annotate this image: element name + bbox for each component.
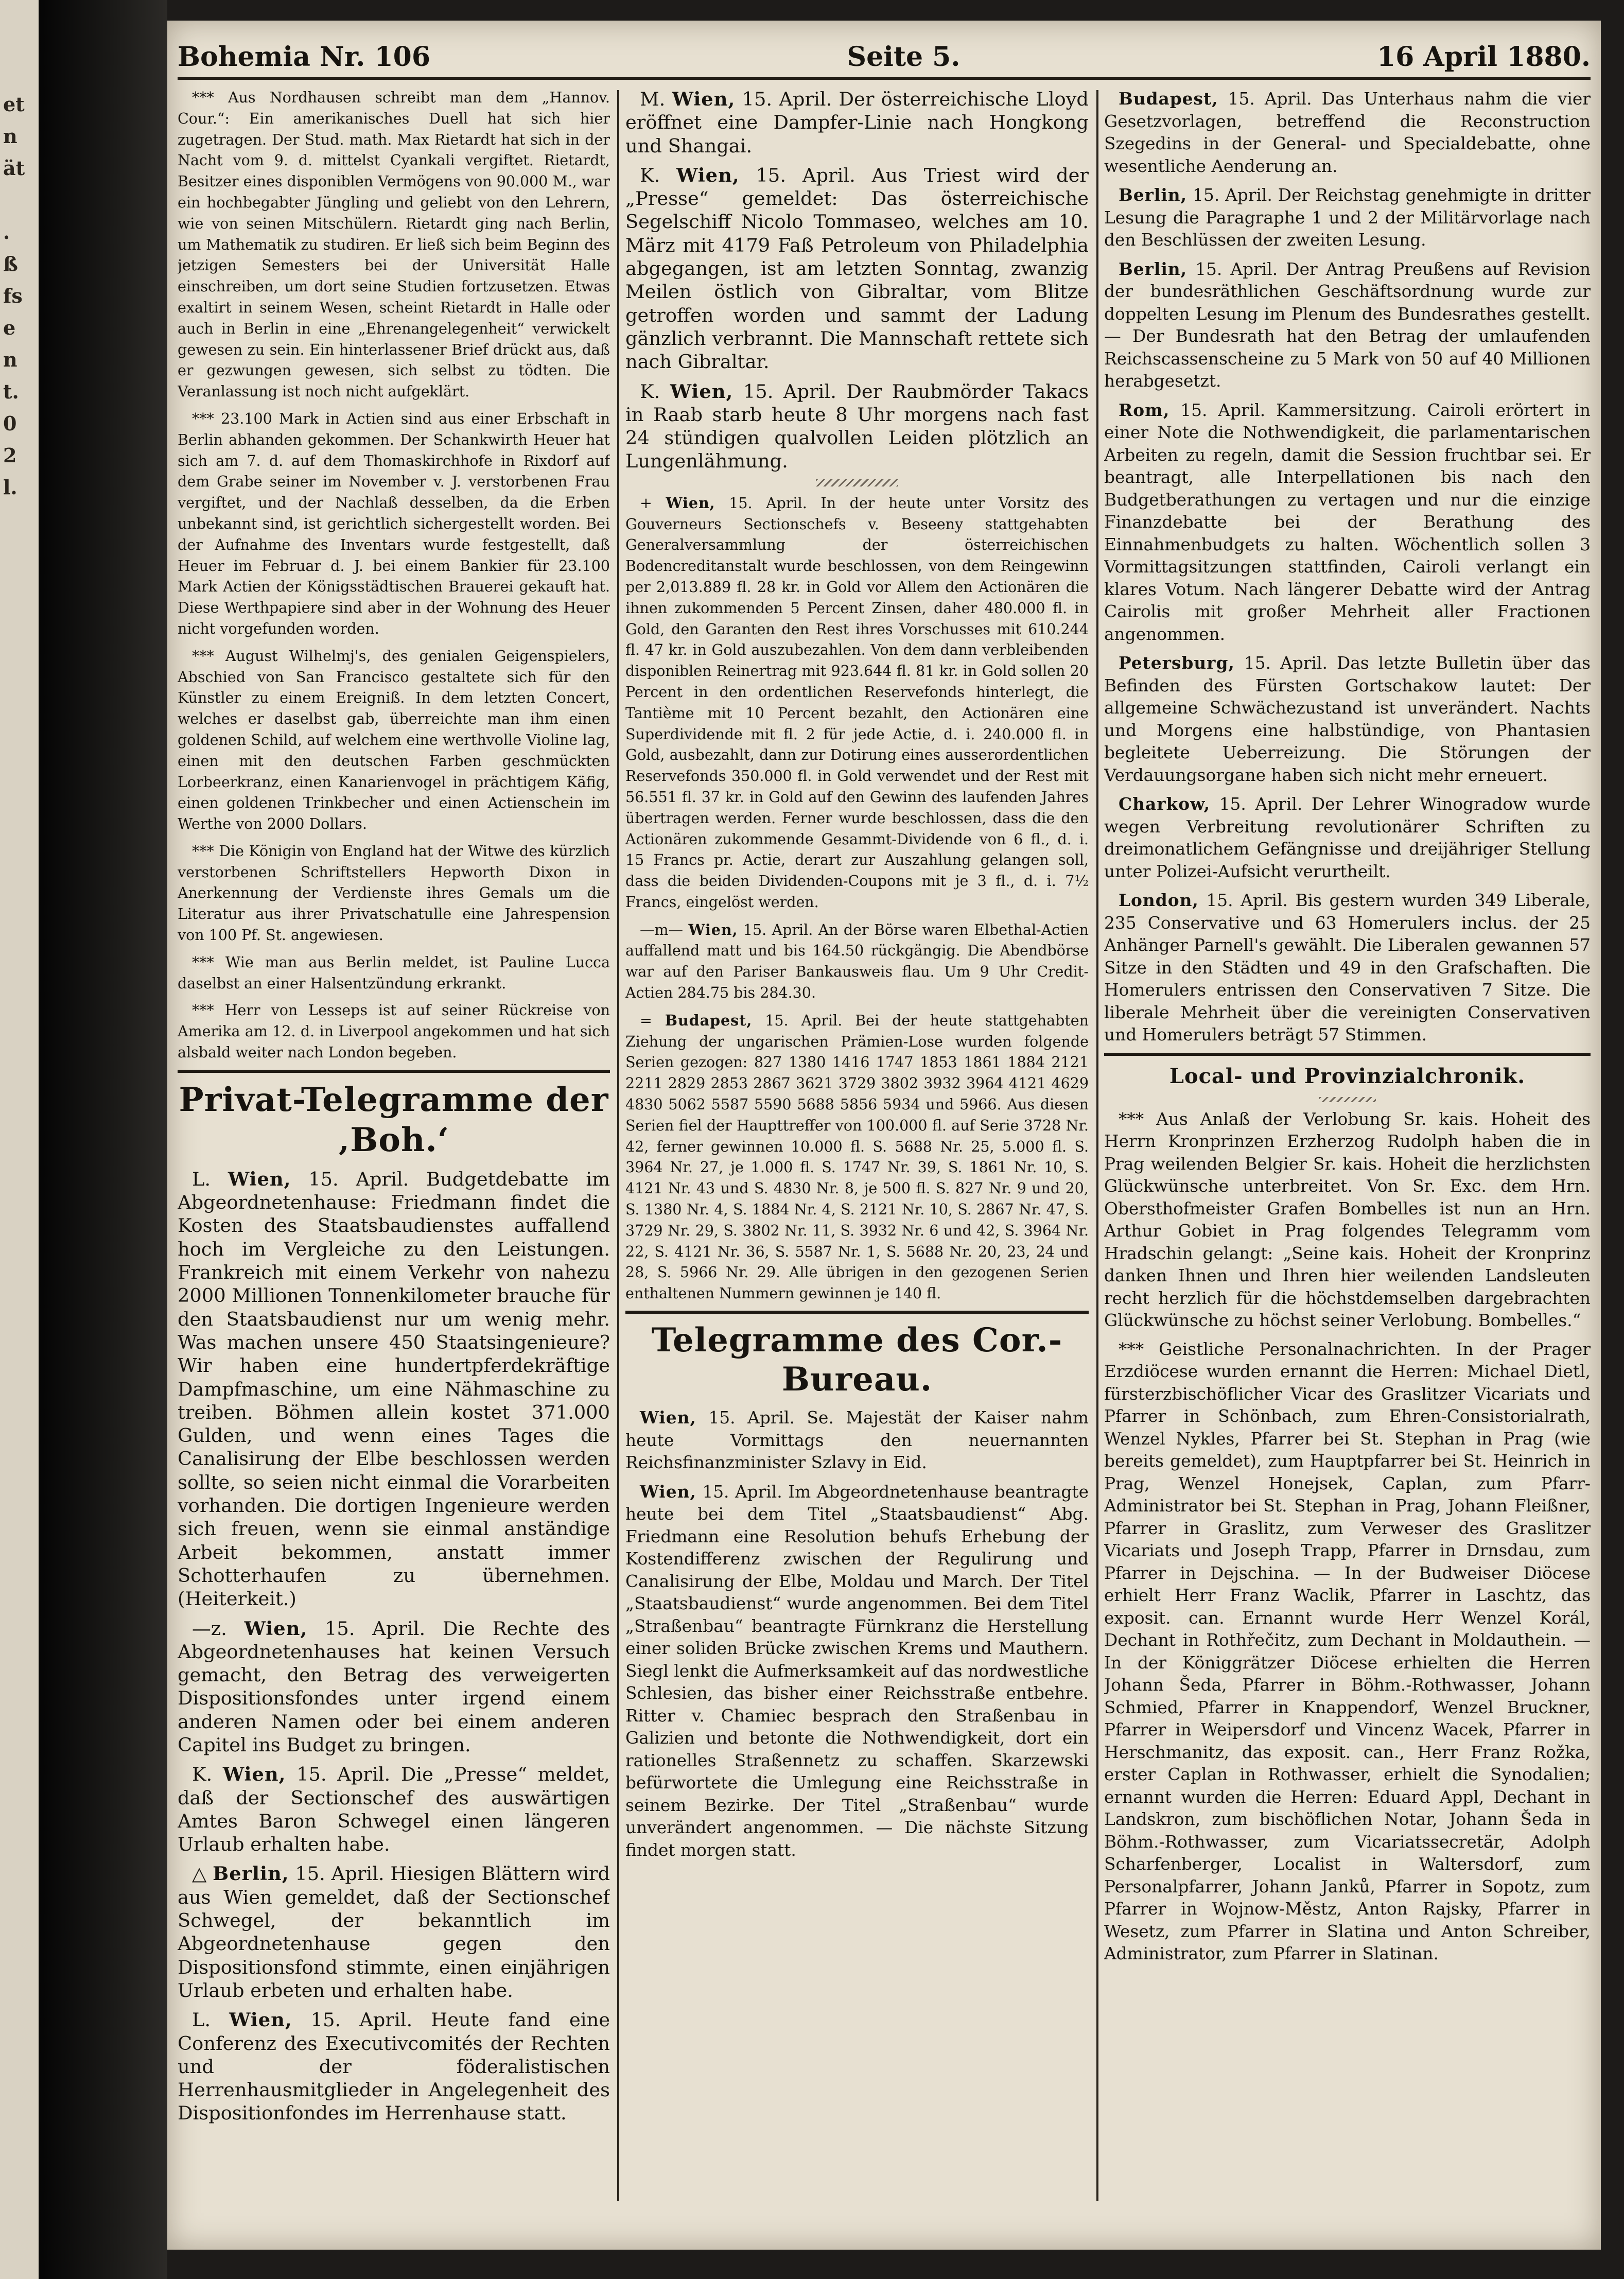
adjacent-page-fragment: . <box>3 220 10 243</box>
adjacent-page-fragment: 0 <box>3 412 17 435</box>
telegram-text: 15. April. Der Lehrer Winogradow wurde wegen Verbreitung revolutionärer Schriften zu dreimonatlichem Gefängnisse und dreijähriger Stellung unter Polizei-Aufsicht verurtheilt. <box>1104 794 1591 881</box>
news-item: *** Wie man aus Berlin meldet, ist Pauline Lucca daselbst an einer Halsentzündung erkrankt. <box>178 953 610 992</box>
telegram-place: Berlin, <box>1119 185 1188 205</box>
corr-text: 15. April. Se. Majestät der Kaiser nahm heute Vormittags den neuernannten Reichsfinanzminister Szlavy in Eid. <box>625 1408 1089 1473</box>
news-item: *** Aus Nordhausen schreibt man dem „Hannov. Cour.“: Ein amerikanisches Duell hat sich hier zugetragen. Der Stud. math. Max Rietardt hat sich in der Nacht vom 9. d. mittelst Cyankali vergiftet. Rietardt, Besitzer eines disponiblen Vermögens von 90.000 M., war ein hochbegabter Jüngling und geliebt von den Lehrern, wie von seinen Mitschülern. Rietardt ging nach Berlin, um Mathematik zu studiren. Er ließ sich beim Beginn des jetzigen Semesters bei der Universität Halle einschreiben, um dort seine Studien fortzusetzen. Etwas exaltirt in seinem Wesen, scheint Rietardt in Halle oder auch in Berlin in eine „Ehrenangelegenheit“ verwickelt gewesen zu sein. Ein hinterlassener Brief drückt aus, daß er gezwungen gewesen, sich selbst zu tödten. Die Veranlassung ist noch nicht aufgeklärt. <box>178 89 610 401</box>
corr-text: 15. April. Im Abgeordnetenhause beantragte heute bei dem Titel „Staatsbaudienst“ Abg. Friedmann eine Resolution behufs Erhebung der Kostendifferenz zwischen der Regulirung und Canalisirung der Elbe, Moldau und March. Der Titel „Staatsbaudienst“ wurde angenommen. Bei dem Titel „Straßenbau“ beantragte Fürnkranz die Herstellung einer soliden Brücke zwischen Krems und Mauthern. Siegl lenkt die Aufmerksamkeit auf das nordwestliche Schlesien, das bisher einer Reichsstraße entbehre. Ritter v. Chamiec besprach den Straßenbau in Galizien und betonte die Nothwendigkeit, dort ein rationelles Straßennetz zu schaffen. Skarzewski befürwortete die Umlegung eine Reichsstraße in seinem Bezirke. Der Titel „Straßenbau“ wurde unverändert angenommen. — Die nächste Sitzung findet morgen statt. <box>625 1482 1089 1860</box>
telegram-place: Wien, <box>229 2008 292 2031</box>
corr-section <box>625 1406 1089 1862</box>
column-rule <box>617 90 619 2201</box>
telegram-item <box>1104 399 1591 646</box>
telegram-prefix: —z. <box>192 1617 227 1640</box>
finance-prefix: —m— <box>640 921 684 938</box>
finance-text: 15. April. In der heute unter Vorsitz des Gouverneurs Sectionschefs v. Beseeny stattgehabten Generalversammlung der österreichischen Bodencreditanstalt wurde beschlossen, von dem Reingewinn per 2,013.889 fl. 28 kr. in Gold vor Allem den Actionären die ihnen zukommenden 5 Percent Zinsen, daher 480.000 fl. in Gold, den Garanten den Rest ihres Vorschusses mit 610.244 fl. 47 kr. in Gold auszubezahlen. Von dem dann verbleibenden disponiblen Reinertrag mit 923.644 fl. 81 kr. in Gold sollen 20 Percent in den ordentlichen Reservefonds hinterlegt, die Tantième mit 10 Percent bezahlt, den Actionären eine Superdividende mit fl. 2 für jede Actie, d. i. 240.000 fl. in Gold, ausbezahlt, dann zur Dotirung eines ausserordentlichen Reservefonds 350.000 fl. in Gold verwendet und der Rest mit 56.551 fl. 37 kr. in Gold auf den Gewinn des laufenden Jahres übertragen werden. Ferner wurde beschlossen, dass die den Actionären zukommende Gesammt-Dividende von 6 fl., d. i. 15 Francs pr. Actie, derart zur Auszahlung gelangen soll, dass die beiden Dividenden-Coupons mit je 3 fl., d. i. 7½ Francs, eingelöst werden. <box>625 494 1089 911</box>
telegram-item <box>178 1862 610 2002</box>
finance-place: Budapest, <box>665 1011 753 1029</box>
finance-place: Wien, <box>666 494 715 512</box>
telegram-section <box>178 1168 610 2125</box>
telegram-text: 15. April. Der Raubmörder Takacs in Raab starb heute 8 Uhr morgens nach fast 24 stündigen qualvollen Leiden plötzlich an Lungenlähmung. <box>625 380 1089 473</box>
telegram-text: 15. April. Aus Triest wird der „Presse“ gemeldet: Das österreichische Segelschiff Nicolo Tommaseo, welches am 10. März mit 4179 Faß Petroleum von Philadelphia abgegangen, ist am letzten Sonntag, zwanzig Meilen östlich von Gibraltar, vom Blitze getroffen worden und sammt der Ladung gänzlich verbrannt. Die Mannschaft rettete sich nach Gibraltar. <box>625 164 1089 373</box>
telegram-section <box>1104 88 1591 1047</box>
telegram-place: Wien, <box>670 379 734 403</box>
telegram-item <box>625 380 1089 473</box>
news-item: *** Herr von Lesseps ist auf seiner Rückreise von Amerika am 12. d. in Liverpool angekommen und hat sich alsbald weiter nach London begeben. <box>178 1002 610 1062</box>
telegram-prefix: △ <box>192 1863 207 1885</box>
telegram-prefix: K. <box>192 1763 213 1786</box>
column-rule <box>1096 90 1098 2201</box>
news-item: *** Die Königin von England hat der Witwe des kürzlich verstorbenen Schriftstellers Hepworth Dixon in Anerkennung der Verdienste ihres Gemals um die Literatur aus ihrer Privatschatulle eine Jahrespension von 100 Pf. St. angewiesen. <box>178 842 610 944</box>
telegram-text: 15. April. Kammersitzung. Cairoli erörtert in einer Note die Nothwendigkeit, die parlamentarischen Arbeiten zu regeln, damit die Session fruchtbar sei. Er beantragt, alle Interpellationen bis nach den Budgetberathungen zu vertagen und nur die einzige Finanzdebatte bei der Berathung des Einnahmenbudgets zu halten. Wöchentlich sollen 3 Vormittagsitzungen stattfinden, Cairoli verlangt ein klares Votum. Nach längerer Debatte wird der Antrag Cairolis mit großer Mehrheit aller Fractionen angenommen. <box>1104 400 1591 644</box>
telegram-text: 15. April. Budgetdebatte im Abgeordnetenhause: Friedmann findet die Kosten des Staatsbaudienstes auffallend hoch im Vergleiche zu den Leistungen. Frankreich mit einem Verkehr von nahezu 2000 Millionen Tonnenkilometer brauche für den Staatsbaudienst nur um wenig mehr. Was machen unsere 450 Staatsingenieure? Wir haben eine hundertpferdekräftige Dampfmaschine, um eine Nähmaschine zu treiben. Böhmen allein kostet 371.000 Gulden, und wenn eines Tages die Canalisirung der Elbe beschlossen werden sollte, so seien nicht einmal die Vorarbeiten vorhanden. Die dortigen Ingenieure werden sich freuen, wenn sie einmal anständige Arbeit bekommen, anstatt immer Schotterhaufen zu übernehmen. (Heiterkeit.) <box>178 1168 610 1610</box>
telegram-item <box>1104 88 1591 178</box>
telegram-text: 15. April. Heute fand eine Conferenz des Executivcomités der Rechten und der föderalistischen Herrenhausmitglieder in Angelegenheit des Dispositionfondes im Herrenhause statt. <box>178 2009 610 2125</box>
column-1 <box>178 88 610 2224</box>
ornament-divider <box>816 479 898 486</box>
finance-place: Wien, <box>688 920 738 938</box>
adjacent-page-fragment: n <box>3 348 18 371</box>
telegram-text: 15. April. Das Unterhaus nahm die vier Gesetzvorlagen, betreffend die Reconstruction Szegedins in der General- und Specialdebatte, ohne wesentliche Aenderung an. <box>1104 89 1591 176</box>
adjacent-page-fragment: l. <box>3 476 18 499</box>
adjacent-page-strip <box>0 0 39 2279</box>
chronik-section <box>1104 1108 1591 1965</box>
section-title-privat-telegramme: Privat-Telegramme der ‚Boh.‘ <box>179 1080 609 1159</box>
telegram-prefix: K. <box>640 380 660 403</box>
telegram-item <box>1104 889 1591 1047</box>
column-2 <box>625 88 1089 2224</box>
section-divider <box>1104 1053 1591 1056</box>
finance-prefix: + <box>640 494 652 512</box>
telegram-place: Berlin, <box>1119 258 1188 279</box>
adjacent-page-fragment: et <box>3 93 25 116</box>
telegram-item <box>178 2008 610 2125</box>
finance-prefix: = <box>640 1012 652 1029</box>
telegram-place: Budapest, <box>1119 89 1218 109</box>
corr-place: Wien, <box>640 1407 696 1428</box>
ornament-divider <box>1319 1097 1376 1102</box>
telegram-item <box>1104 258 1591 393</box>
corr-item <box>625 1481 1089 1862</box>
corr-item <box>625 1406 1089 1474</box>
telegram-place: Petersburg, <box>1119 653 1235 673</box>
header-date: 16 April 1880. <box>1376 41 1591 73</box>
column-3 <box>1104 88 1591 2224</box>
telegram-item <box>625 164 1089 374</box>
adjacent-page-fragment: e <box>3 316 16 339</box>
telegram-text: 15. April. Der Reichstag genehmigte in dritter Lesung die Paragraphe 1 und 2 der Militärvorlage nach den Beschlüssen der zweiten Lesung. <box>1104 185 1591 250</box>
news-item: *** 23.100 Mark in Actien sind aus einer Erbschaft in Berlin abhanden gekommen. Der Schankwirth Heuer hat sich am 7. d. auf dem Thomaskirchhofe in Rixdorf auf dem Grabe seiner im November v. J. verstorbenen Frau vergiftet, und der Nachlaß desselben, da die Erben unbekannt sind, ist gerichtlich sichergestellt worden. Bei der Aufnahme des Inventars wurde festgestellt, daß Heuer im Februar d. J. bei einem Bankier für 23.100 Mark Actien der Königsstädtischen Brauerei gekauft hat. Diese Werthpapiere sind aber in der Wohnung des Heuer nicht vorgefunden worden. <box>178 410 610 637</box>
telegram-text: 15. April. Bis gestern wurden 349 Liberale, 235 Conservative und 63 Homerulers inclus. der 25 Anhänger Parnell's gewählt. Die Liberalen gewannen 57 Sitze in den Städten und 49 in den Grafschaften. Die Homerulers entrissen den Conservativen 7 Sitze. Die liberale Mehrheit über die vereinigten Conservativen und Homerulers beträgt 57 Stimmen. <box>1104 891 1591 1045</box>
telegram-place: Wien, <box>244 1616 308 1640</box>
corr-place: Wien, <box>640 1481 696 1502</box>
finance-section <box>625 493 1089 1304</box>
telegram-item <box>1104 184 1591 252</box>
finance-item <box>625 493 1089 913</box>
telegram-item <box>1104 652 1591 787</box>
telegram-prefix: K. <box>640 164 660 186</box>
adjacent-page-fragment: ät <box>3 156 25 180</box>
telegram-place: Wien, <box>228 1167 291 1190</box>
telegram-place: Wien, <box>672 88 736 110</box>
telegram-item <box>1104 793 1591 883</box>
telegram-item <box>178 1617 610 1757</box>
page-header <box>178 36 1591 80</box>
telegram-place: Wien, <box>222 1763 286 1786</box>
finance-item <box>625 1010 1089 1304</box>
telegram-text: 15. April. Die „Presse“ meldet, daß der Sectionschef des auswärtigen Amtes Baron Schwegel einen längeren Urlaub erhalten habe. <box>178 1763 610 1856</box>
telegram-section <box>625 88 1089 473</box>
finance-item <box>625 919 1089 1004</box>
adjacent-page-fragment: ß <box>3 252 18 275</box>
section-title-local-chronik: Local- und Provinzialchronik. <box>1169 1064 1526 1088</box>
adjacent-page-fragment: n <box>3 125 18 148</box>
finance-text: 15. April. Bei der heute stattgehabten Ziehung der ungarischen Prämien-Lose wurden folgende Serien gezogen: 827 1380 1416 1747 1853 1861 1884 2121 2211 2829 2853 2867 3621 3729 3802 3932 3964 4121 4629 4830 5062 5587 5590 5688 5856 5934 und 5966. Aus diesen Serien fiel der Haupttreffer von 100.000 fl. auf Serie 3728 Nr. 42, ferner gewinnen 10.000 fl. S. 5688 Nr. 25, 5.000 fl. S. 3964 Nr. 27, je 1.000 fl. S. 1747 Nr. 39, S. 1861 Nr. 10, S. 4121 Nr. 43 und S. 4830 Nr. 8, je 500 fl. S. 827 Nr. 9 und 20, S. 1380 Nr. 4, S. 1884 Nr. 4, S. 2121 Nr. 10, S. 2867 Nr. 47, S. 3729 Nr. 29, S. 3802 Nr. 11, S. 3932 Nr. 6 und 42, S. 3964 Nr. 22, S. 4121 Nr. 36, S. 5587 Nr. 1, S. 5688 Nr. 20, 23, 24 und 28, S. 5966 Nr. 29. Alle übrigen in den gezogenen Serien enthaltenen Nummern gewinnen je 140 fl. <box>625 1012 1089 1302</box>
adjacent-page-fragment: 2 <box>3 444 17 467</box>
newspaper-page <box>167 21 1601 2250</box>
chronik-item: *** Aus Anlaß der Verlobung Sr. kais. Hoheit des Herrn Kronprinzen Erzherzog Rudolph haben die in Prag weilenden Belgier Sr. kais. Hoheit die herzlichsten Glückwünsche unterbreitet. Von Sr. Exc. dem Hrn. Obersthofmeister Grafen Bombelles ist nun an Hrn. Arthur Gobiet in Prag folgendes Telegramm vom Hradschin gelangt: „Seine kais. Hoheit der Kronprinz danken Ihnen und Ihren hier weilenden Landsleuten recht herzlich für die höchstdemselben dargebrachten Glückwünsche zu höchst seiner Verlobung. Bombelles.“ <box>1104 1109 1591 1330</box>
telegram-text: 15. April. Das letzte Bulletin über das Befinden des Fürsten Gortschakow lautet: Der allgemeine Schwächezustand ist unverändert. Nachts und Morgens eine halbstündige, von Phantasien begleitete Ueberreizung. Die Störungen der Verdauungsorgane haben sich nicht mehr erneuert. <box>1104 653 1591 785</box>
adjacent-page-fragment: fs <box>3 284 23 307</box>
section-divider <box>625 1311 1089 1314</box>
telegram-prefix: M. <box>640 88 666 110</box>
chronik-item: *** Geistliche Personalnachrichten. In der Prager Erzdiöcese wurden ernannt die Herren: Michael Dietl, fürsterzbischöflicher Vicar des Graslitzer Vicariats und Pfarrer in Schönbach, zum Ehren-Consistorialrath, Wenzel Nykles, Pfarrer bei St. Stephan in Prag (wie bereits gemeldet), zum Hauptpfarrer bei St. Heinrich in Prag, Wenzel Honejsek, Caplan, zum Pfarr-Administrator bei St. Stephan in Prag, Johann Fleißner, Pfarrer in Graslitz, zum Verweser des Graslitzer Vicariats und Joseph Trapp, Pfarrer in Drnsdau, zum Pfarrer in Dejschina. — In der Budweiser Diöcese erhielt Herr Franz Waclik, Pfarrer in Laschtz, das exposit. can. Ernannt wurde Herr Wenzel Korál, Dechant in Rothřečitz, zum Dechant in Moldauthein. — In der Königgrätzer Diöcese erhielten die Herren Johann Šeda, Pfarrer in Böhm.-Rothwasser, Johann Schmied, Pfarrer in Knappendorf, Wenzel Bruckner, Pfarrer in Weipersdorf und Vincenz Wacek, Pfarrer in Herschmanitz, das exposit. can., Herr Franz Rožka, erster Caplan in Rothwasser, erhielt die Synodalien; ernannt wurden die Herren: Eduard Appl, Dechant in Landskron, zum bischöflichen Notar, Johann Šeda in Böhm.-Rothwasser, zum Vicariatssecretär, Adolph Scharfenberger, Localist in Waltersdorf, zum Personalpfarrer, Johann Janků, Pfarrer in Sopotz, zum Pfarrer in Wojnow-Městz, Anton Rajsky, Pfarrer in Wesetz, zum Pfarrer in Slatina und Anton Schreiber, Administrator, zum Pfarrer in Slatinan. <box>1104 1339 1591 1963</box>
scan-gutter <box>39 0 167 2279</box>
header-page-number: Seite 5. <box>847 41 961 73</box>
news-item: *** August Wilhelmj's, des genialen Geigenspielers, Abschied von San Francisco gestaltete sich für den Künstler zu einem Ereigniß. In dem letzten Concert, welches er daselbst gab, überreichte man ihm einen goldenen Schild, auf welchem eine werthvolle Violine lag, einen mit den deutschen Farben geschmückten Lorbeerkranz, einen Kanarienvogel in prächtigem Käfig, einen goldenen Trinkbecher und einen Actienschein im Werthe von 2000 Dollars. <box>178 647 610 833</box>
telegram-place: Wien, <box>676 163 740 186</box>
telegram-item <box>178 1763 610 1856</box>
adjacent-page-fragment: t. <box>3 380 19 403</box>
telegram-item <box>178 1168 610 1611</box>
telegram-prefix: L. <box>192 1168 211 1190</box>
section-title-cor-bureau: Telegramme des Cor.-Bureau. <box>651 1321 1063 1399</box>
telegram-text: 15. April. Der Antrag Preußens auf Revision der bundesräthlichen Geschäftsordnung wurde zur doppelten Lesung im Plenum des Bundesrathes gestellt. — Der Bundesrath hat den Betrag der umlaufenden Reichscassenscheine zu 5 Mark von 50 auf 40 Millionen herabgesetzt. <box>1104 259 1591 391</box>
telegram-text: 15. April. Die Rechte des Abgeordnetenhauses hat keinen Versuch gemacht, den Betrag des verweigerten Dispositionsfondes unter irgend einem anderen Namen oder bei einem anderen Capitel ins Budget zu bringen. <box>178 1617 610 1756</box>
telegram-place: London, <box>1119 890 1199 910</box>
finance-text: 15. April. An der Börse waren Elbethal-Actien auffallend matt und bis 164.50 rückgängig. Die Abendbörse war auf den Pariser Bankausweis flau. Um 9 Uhr Credit-Actien 284.75 bis 284.30. <box>625 921 1089 1002</box>
telegram-text: 15. April. Hiesigen Blättern wird aus Wien gemeldet, daß der Sectionschef Schwegel, der bekanntlich im Abgeordnetenhause gegen den Dispositionsfond stimmte, einen einjährigen Urlaub erbeten und erhalten habe. <box>178 1863 610 2002</box>
telegram-prefix: L. <box>192 2009 211 2031</box>
telegram-place: Rom, <box>1119 399 1170 420</box>
telegram-place: Berlin, <box>213 1862 289 1885</box>
telegram-place: Charkow, <box>1119 794 1211 814</box>
telegram-text: 15. April. Der österreichische Lloyd eröffnet eine Dampfer-Linie nach Hongkong und Shangai. <box>625 88 1089 157</box>
section-divider <box>178 1070 610 1073</box>
header-title: Bohemia Nr. 106 <box>178 41 431 73</box>
telegram-item <box>625 88 1089 158</box>
news-section <box>178 88 610 1064</box>
